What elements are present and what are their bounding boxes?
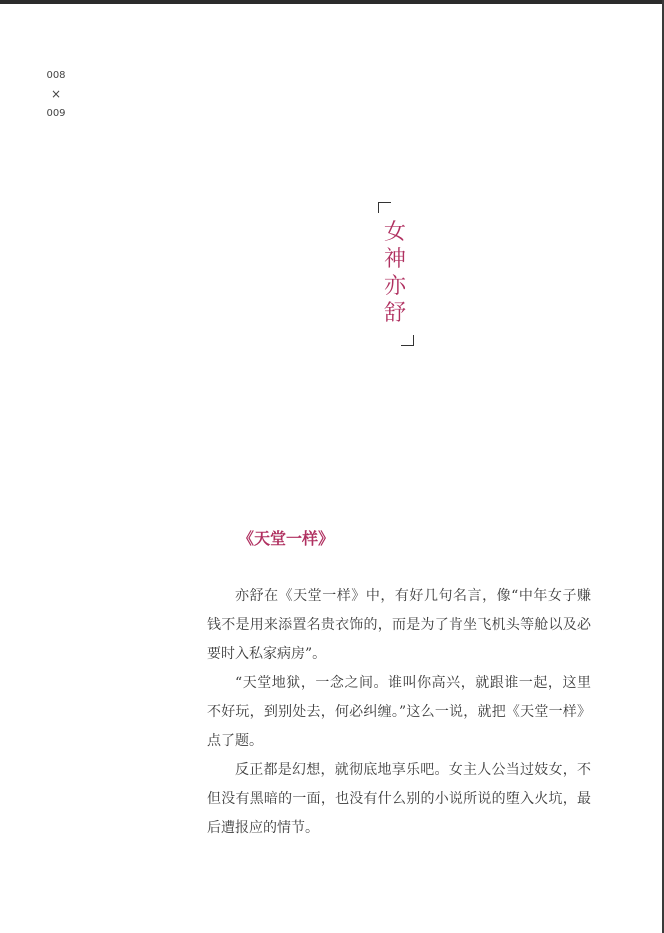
page-number-right: 009: [46, 108, 66, 119]
corner-bracket-top-left: [378, 202, 391, 213]
paragraph: “天堂地狱，一念之间。谁叫你高兴，就跟谁一起，这里不好玩，到别处去，何必纠缠。”这么一说，就把《天堂一样》点了题。: [207, 675, 591, 749]
page-numbers: [44, 66, 68, 123]
chapter-title-char: 亦: [383, 274, 406, 299]
chapter-title-block: [378, 202, 414, 346]
page-number-separator: ×: [50, 87, 62, 101]
paragraph: 亦舒在《天堂一样》中，有好几句名言，像“中年女子赚钱不是用来添置名贵衣饰的，而是为了肯坐飞机头等舱以及必要时入私家病房”。: [207, 588, 591, 662]
chapter-title-char: 女: [383, 220, 406, 245]
chapter-title-char: 舒: [383, 301, 406, 326]
chapter-title: [383, 219, 407, 327]
body-text: [207, 582, 591, 843]
paragraph: 反正都是幻想，就彻底地享乐吧。女主人公当过妓女，不但没有黑暗的一面，也没有什么别的小说所说的堕入火坑，最后遭报应的情节。: [207, 762, 591, 836]
section-title: 《天堂一样》: [238, 529, 335, 548]
top-border: [0, 0, 664, 4]
corner-bracket-bottom-right: [401, 335, 414, 346]
page-number-left: 008: [46, 70, 66, 81]
chapter-title-char: 神: [383, 247, 406, 272]
